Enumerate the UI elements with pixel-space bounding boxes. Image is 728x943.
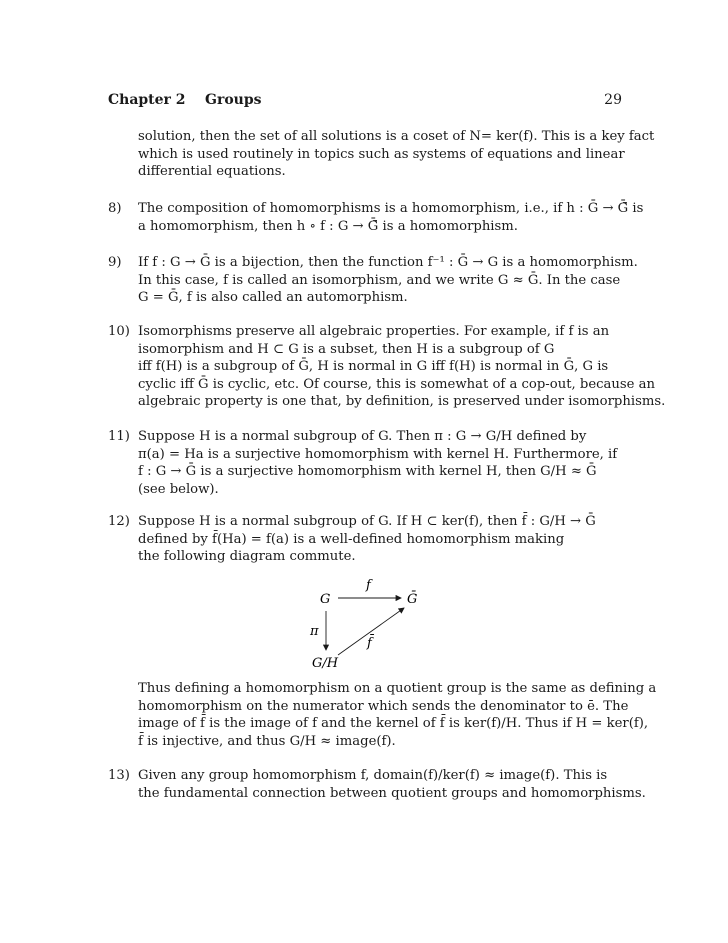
list-item-10: [108, 323, 666, 411]
text-line: f̄ is injective, and thus G/H ≈ image(f).: [138, 733, 396, 749]
item-number: 8): [108, 201, 122, 216]
text-line: In this case, f is called an isomorphism, and we write G ≈ Ḡ. In the case: [138, 272, 621, 288]
list-item-11: [108, 428, 624, 498]
text-line: algebraic property is one that, by definition, is preserved under isomorphisms.: [138, 394, 666, 409]
text-line: cyclic iff Ḡ is cyclic, etc. Of course, this is somewhat of a cop-out, because an: [138, 376, 655, 392]
chapter-label: Chapter 2: [108, 92, 186, 108]
intro-paragraph: [108, 128, 655, 181]
item-number: 11): [108, 429, 130, 444]
post-diagram-paragraph: [108, 680, 657, 750]
arrow-fbar-label: f̄: [367, 636, 372, 651]
item-number: 9): [108, 255, 122, 270]
text-line: the fundamental connection between quotient groups and homomorphisms.: [138, 785, 646, 801]
text-line: Suppose H is a normal subgroup of G. If H ⊂ ker(f), then f̄ : G/H → Ḡ: [138, 514, 596, 529]
list-item-9: [108, 254, 638, 307]
diagram-node-gbar: Ḡ: [407, 592, 418, 607]
text-line: G = Ḡ, f is also called an automorphism.: [138, 290, 408, 305]
arrow-f-label: f: [366, 578, 371, 593]
text-line: Isomorphisms preserve all algebraic properties. For example, if f is an: [138, 324, 610, 339]
list-item-13: [108, 767, 646, 802]
text-line: Suppose H is a normal subgroup of G. Then π : G → G/H defined by: [138, 429, 587, 444]
text-line: Thus defining a homomorphism on a quotient group is the same as defining a: [138, 681, 657, 696]
commutative-diagram: [300, 575, 440, 675]
list-item-8: [108, 200, 644, 235]
text-line: π(a) = Ha is a surjective homomorphism with kernel H. Furthermore, if: [138, 446, 618, 462]
list-item-12: [108, 513, 624, 566]
text-line: isomorphism and H ⊂ G is a subset, then H is a subgroup of G: [138, 341, 555, 357]
text-line: a homomorphism, then h ∘ f : G → Ḡ̄ is a homomorphism.: [138, 218, 518, 234]
text-line: f : G → Ḡ is a surjective homomorphism with kernel H, then G/H ≈ Ḡ: [138, 464, 597, 479]
page-header: [108, 92, 622, 110]
item-number: 13): [108, 768, 130, 783]
item-number: 10): [108, 324, 130, 339]
arrow-pi-label: π: [310, 624, 319, 639]
text-line: If f : G → Ḡ is a bijection, then the function f⁻¹ : Ḡ → G is a homomorphism.: [138, 255, 638, 270]
text-line: The composition of homomorphisms is a homomorphism, i.e., if h : Ḡ → Ḡ̄ is: [138, 201, 644, 216]
text-line: Given any group homomorphism f, domain(f)/ker(f) ≈ image(f). This is: [138, 768, 608, 783]
text-line: which is used routinely in topics such as systems of equations and linear: [138, 146, 625, 162]
text-line: defined by f̄(Ha) = f(a) is a well-defined homomorphism making: [138, 531, 565, 547]
diagram-node-g: G: [320, 592, 331, 607]
item-number: 12): [108, 514, 130, 529]
text-line: (see below).: [138, 481, 219, 497]
page-number: 29: [604, 92, 622, 108]
text-line: differential equations.: [138, 164, 286, 179]
diagram-node-quotient: G/H: [312, 656, 339, 671]
text-line: the following diagram commute.: [138, 549, 356, 564]
text-line: image of f̄ is the image of f and the kernel of f̄ is ker(f)/H. Thus if H = ker(f),: [138, 716, 649, 731]
chapter-title: Groups: [205, 92, 262, 108]
text-line: iff f(H) is a subgroup of Ḡ, H is normal in G iff f(H) is normal in Ḡ, G is: [138, 359, 609, 374]
text-line: homomorphism on the numerator which sends the denominator to ē. The: [138, 698, 629, 714]
diagram-svg: [300, 575, 440, 675]
text-line: solution, then the set of all solutions is a coset of N= ker(f). This is a key fact: [138, 129, 655, 144]
